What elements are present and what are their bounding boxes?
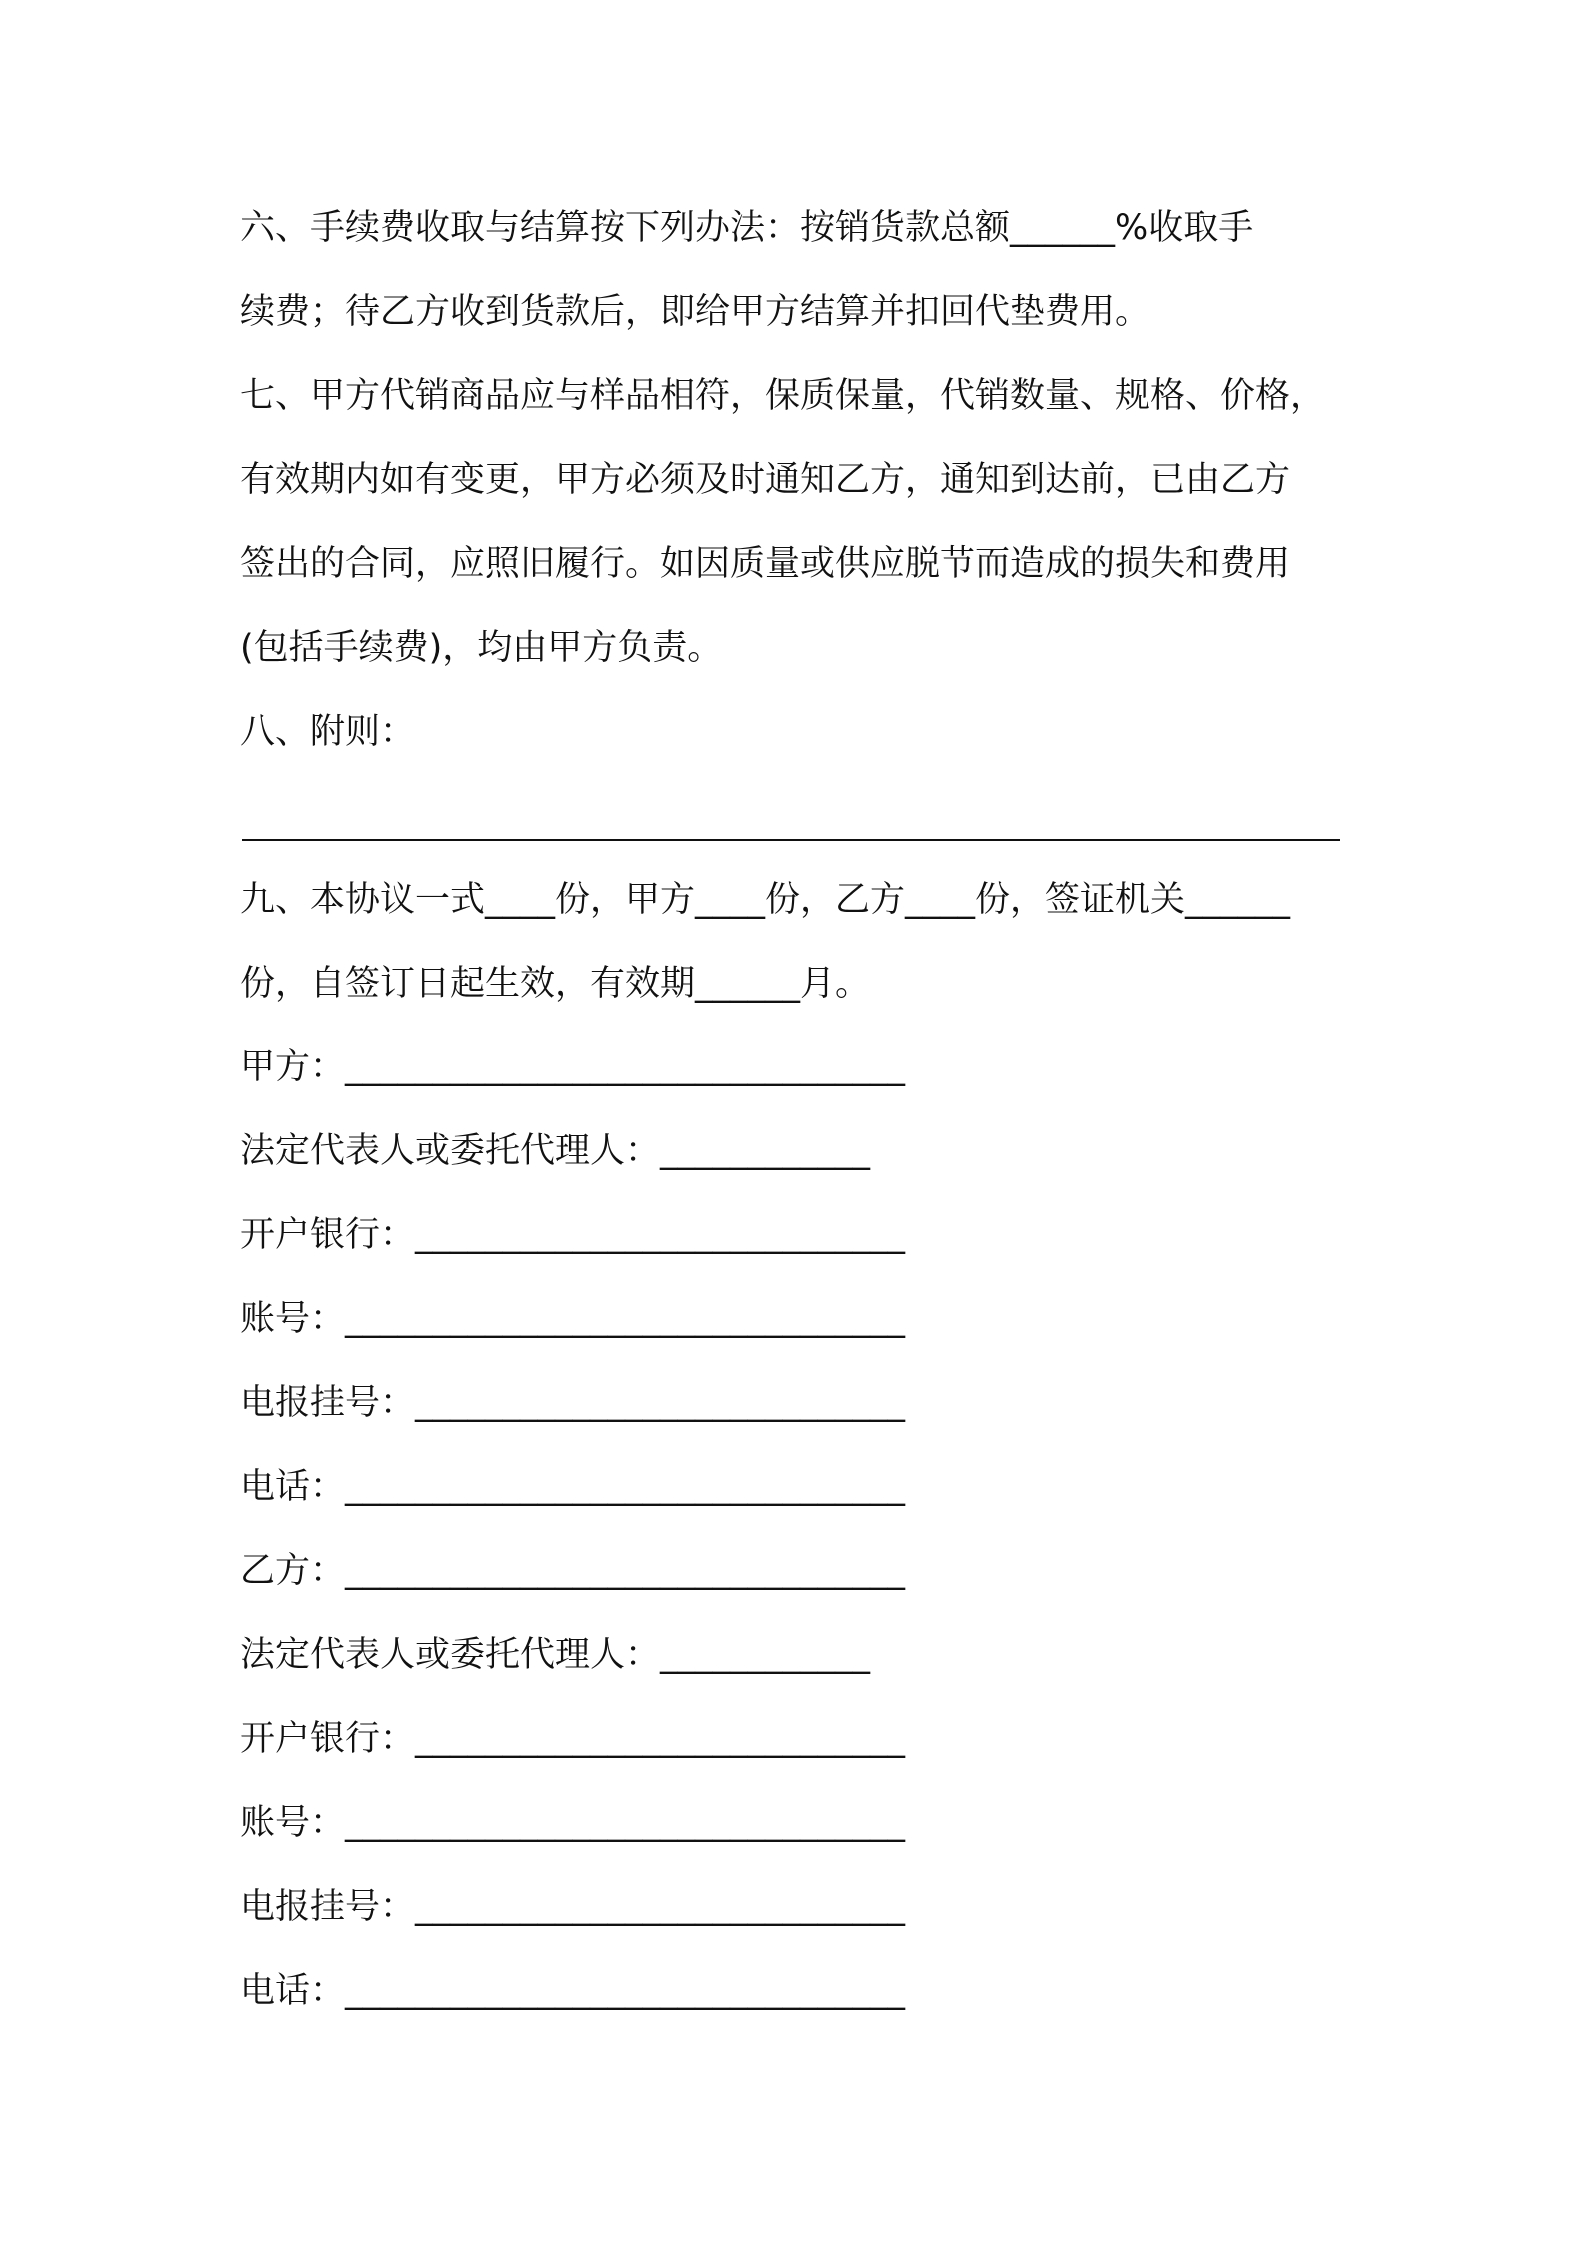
party-b-representative: 法定代表人或委托代理人：____________: [240, 1635, 871, 1675]
party-a-phone: 电话：________________________________: [240, 1467, 906, 1507]
clause-7-line-4: (包括手续费)，均由甲方负责。: [240, 628, 723, 668]
party-b-telegraph: 电报挂号：____________________________: [240, 1887, 906, 1927]
clause-7-line-1: 七、甲方代销商品应与样品相符，保质保量，代销数量、规格、价格，: [240, 376, 1326, 416]
clause-6-line-2: 续费；待乙方收到货款后，即给甲方结算并扣回代垫费用。: [240, 292, 1151, 332]
party-b-bank: 开户银行：____________________________: [240, 1719, 906, 1759]
clause-7-line-2: 有效期内如有变更，甲方必须及时通知乙方，通知到达前，已由乙方: [240, 460, 1291, 500]
clause-7-line-3: 签出的合同，应照旧履行。如因质量或供应脱节而造成的损失和费用: [240, 544, 1291, 584]
party-a-account: 账号：________________________________: [240, 1299, 906, 1339]
appendix-blank-line: [242, 839, 1340, 841]
clause-8-heading: 八、附则：: [240, 712, 416, 752]
clause-6-line-1: 六、手续费收取与结算按下列办法：按销货款总额______%收取手: [240, 208, 1254, 248]
party-a-bank: 开户银行：____________________________: [240, 1215, 906, 1255]
clause-9-line-1: 九、本协议一式____份，甲方____份，乙方____份，签证机关______: [240, 880, 1291, 920]
party-b-phone: 电话：________________________________: [240, 1971, 906, 2011]
party-a-name: 甲方：________________________________: [240, 1047, 906, 1087]
party-b-account: 账号：________________________________: [240, 1803, 906, 1843]
clause-9-line-2: 份，自签订日起生效，有效期______月。: [240, 964, 871, 1004]
party-b-name: 乙方：________________________________: [240, 1551, 906, 1591]
party-a-telegraph: 电报挂号：____________________________: [240, 1383, 906, 1423]
party-a-representative: 法定代表人或委托代理人：____________: [240, 1131, 871, 1171]
